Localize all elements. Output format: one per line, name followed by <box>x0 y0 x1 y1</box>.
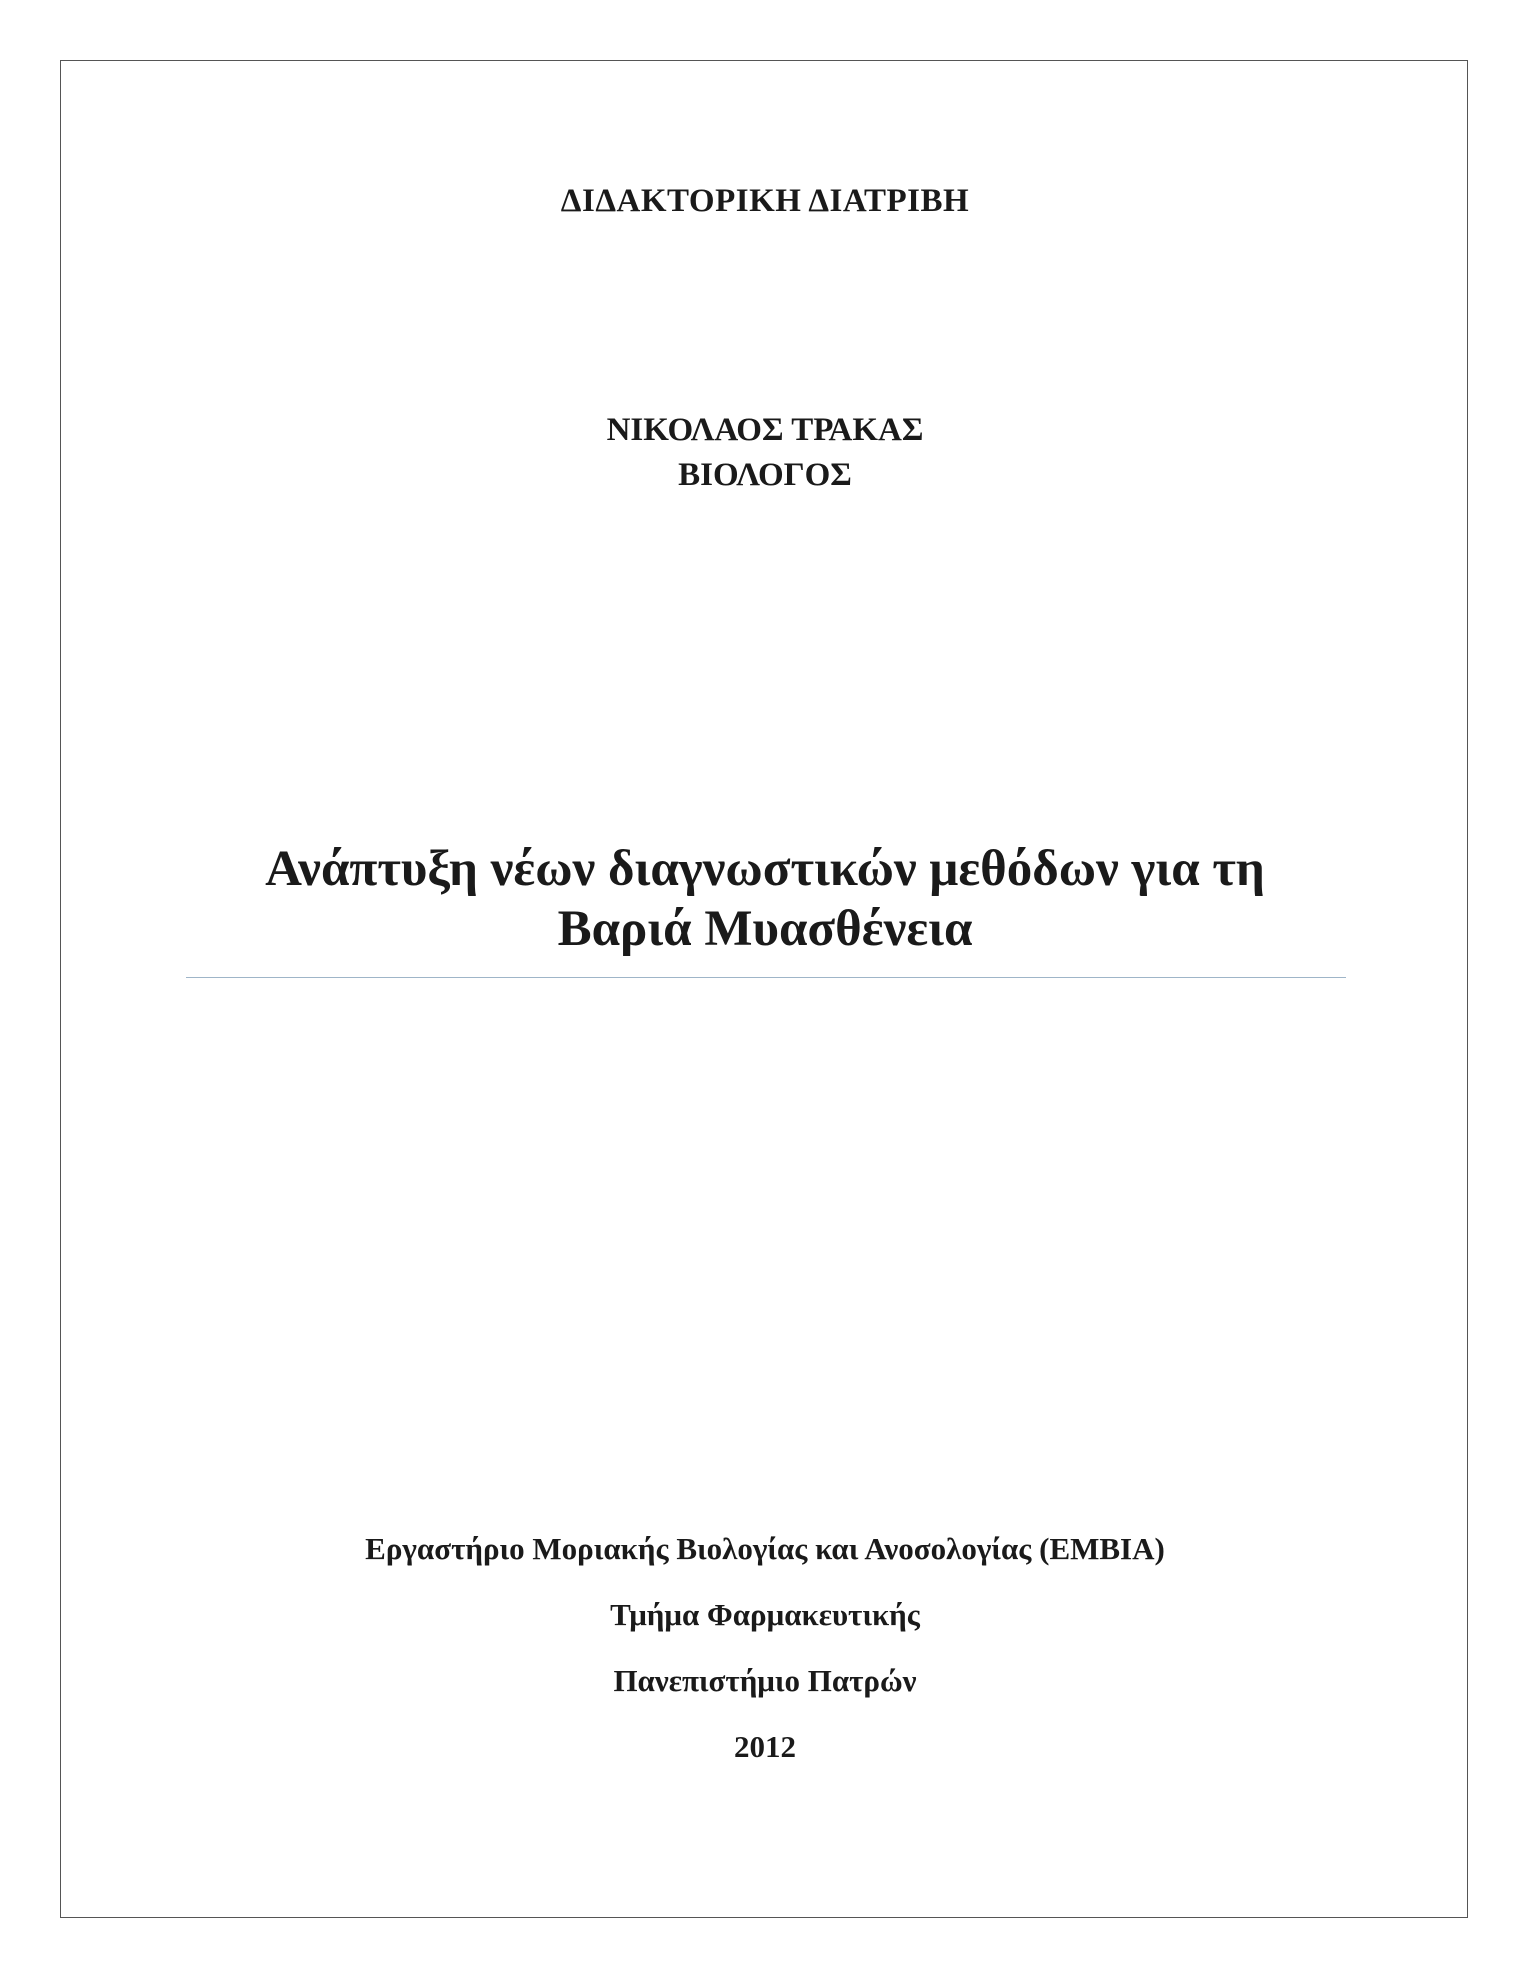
thesis-title-line-2: Βαριά Μυασθένεια <box>557 901 973 957</box>
thesis-title-line-1: Ανάπτυξη νέων διαγνωστικών μεθόδων για τη <box>265 841 1265 897</box>
laboratory-name: Εργαστήριο Μοριακής Βιολογίας και Ανοσολογίας (ΕΜΒΙΑ) <box>365 1531 1165 1566</box>
publication-year: 2012 <box>734 1729 796 1764</box>
document-type: ΔΙΔΑΚΤΟΡΙΚΗ ΔΙΑΤΡΙΒΗ <box>560 183 970 219</box>
year-container <box>0 1729 1530 1765</box>
page-border <box>60 60 1468 1918</box>
university-name: Πανεπιστήμιο Πατρών <box>613 1663 917 1698</box>
author-role: ΒΙΟΛΟΓΟΣ <box>678 457 852 493</box>
department-name: Τμήμα Φαρμακευτικής <box>610 1597 920 1632</box>
author-name: ΝΙΚΟΛΑΟΣ ΤΡΑΚΑΣ <box>606 412 924 448</box>
title-divider <box>186 977 1346 978</box>
